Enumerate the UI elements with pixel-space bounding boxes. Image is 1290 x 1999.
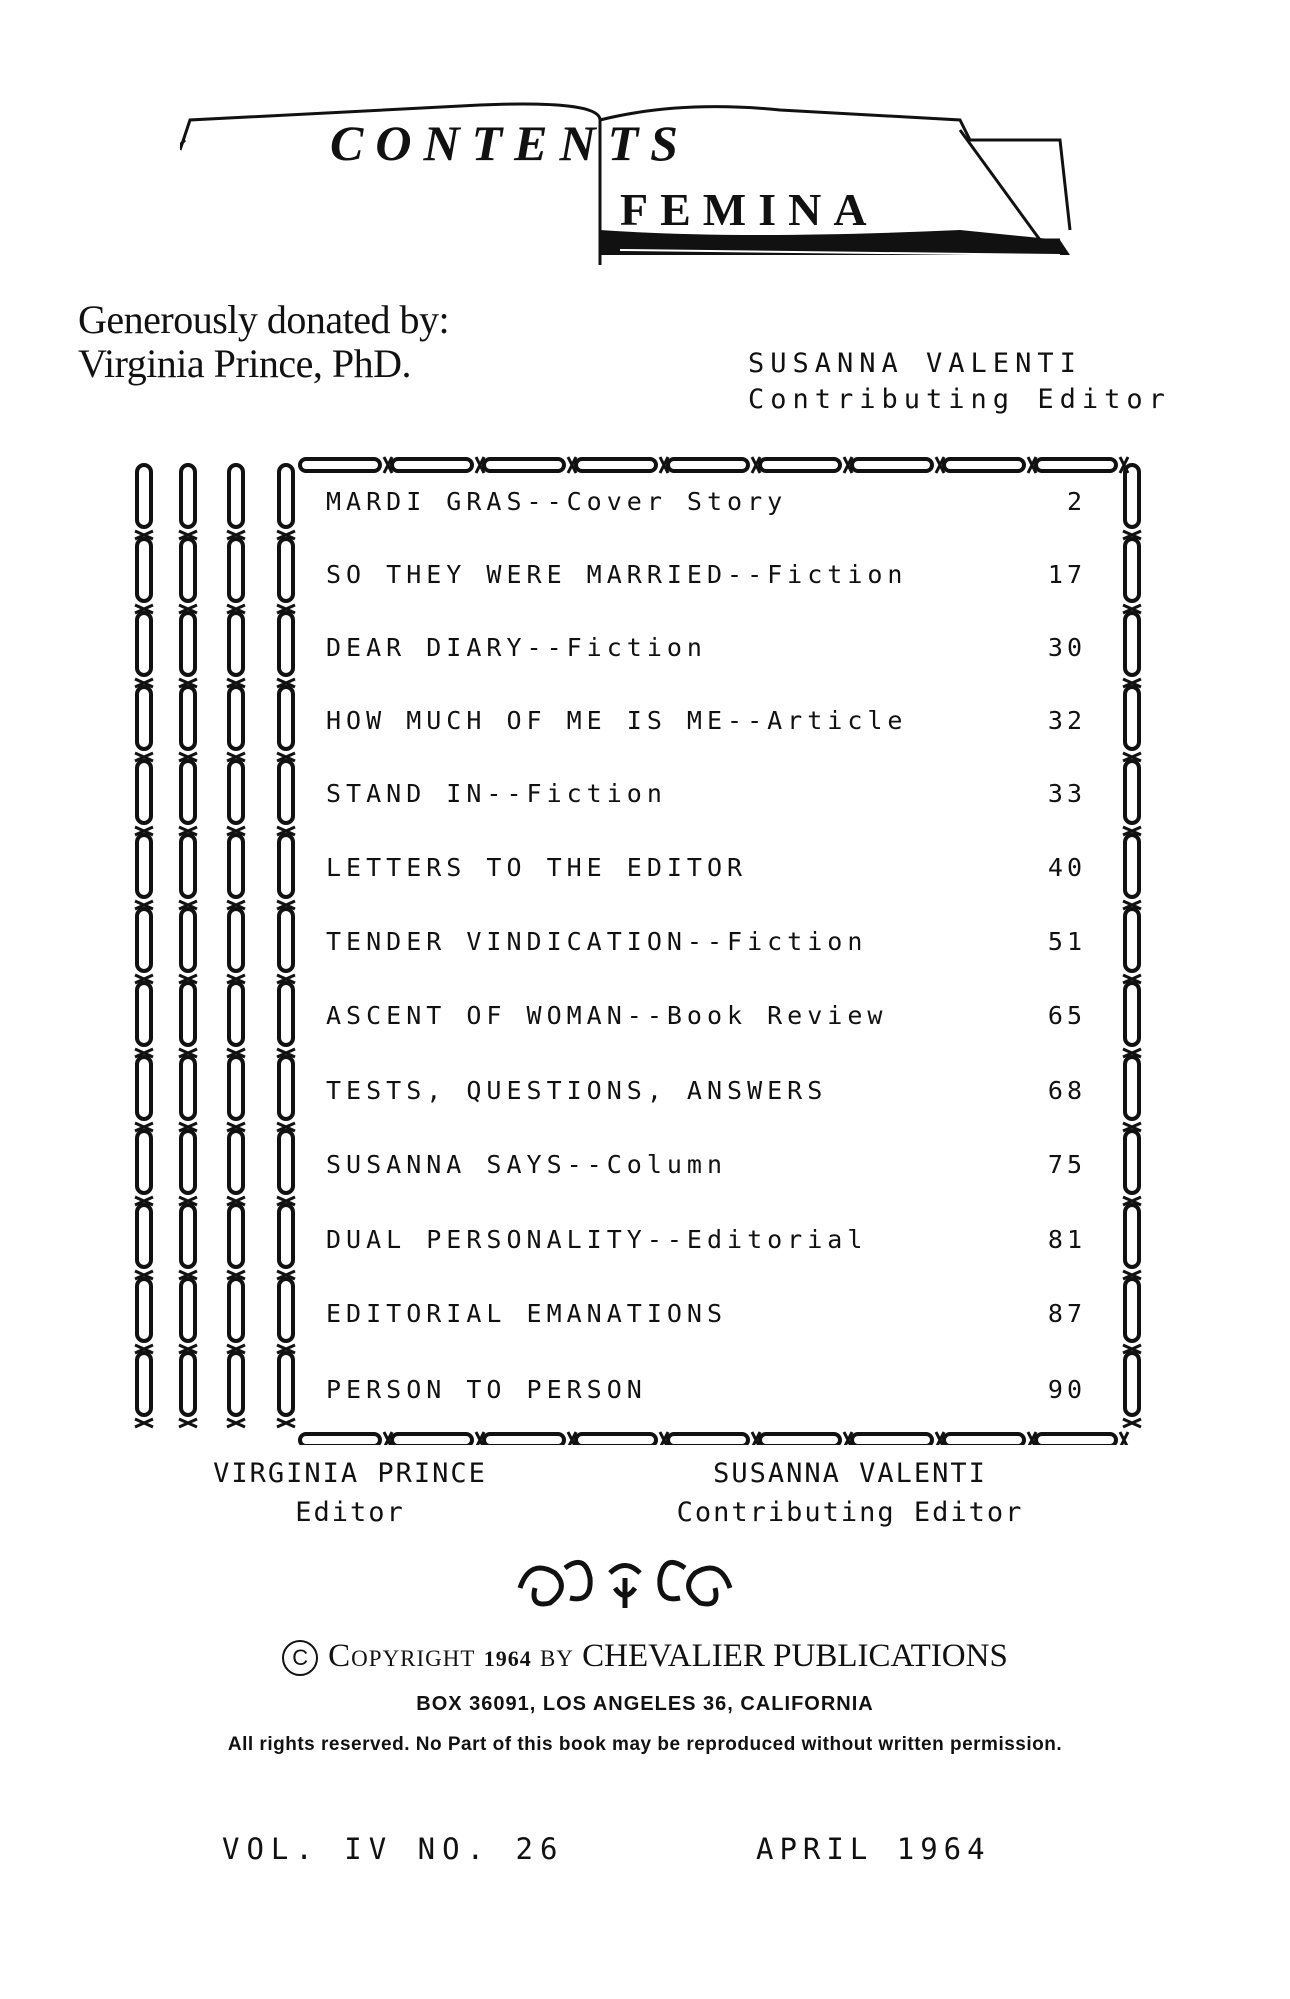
chain-link [179, 835, 197, 909]
chain-link [135, 835, 153, 909]
chain-link [1123, 1205, 1141, 1279]
chain-link [227, 613, 245, 687]
chain-link [135, 1131, 153, 1205]
chain-link [135, 539, 153, 613]
chain-link [852, 1432, 944, 1445]
chain-link [277, 761, 295, 835]
toc-title: EDITORIAL EMANATIONS [326, 1299, 728, 1328]
copyright-word: Copyright [328, 1638, 476, 1674]
chain-link [277, 1353, 295, 1427]
toc-page-number: 90 [1047, 1375, 1086, 1404]
chain-link [277, 909, 295, 983]
chain-link [179, 465, 197, 539]
chain-link [135, 983, 153, 1057]
chain-link [300, 1432, 392, 1445]
copyright-year: 1964 [483, 1646, 532, 1671]
chain-link [277, 613, 295, 687]
publisher-address: BOX 36091, LOS ANGELES 36, CALIFORNIA [416, 1693, 874, 1715]
chain-link [392, 457, 484, 473]
chain-link [1123, 1057, 1141, 1131]
toc-page-number: 17 [1047, 560, 1086, 589]
open-book-banner-icon [180, 100, 1080, 300]
chain-link [392, 1432, 484, 1445]
toc-title: TESTS, QUESTIONS, ANSWERS [326, 1076, 828, 1105]
chain-link [484, 1432, 576, 1445]
chain-link [227, 1205, 245, 1279]
chain-link [179, 539, 197, 613]
chain-link [179, 1279, 197, 1353]
chain-link [227, 761, 245, 835]
chain-link [1123, 983, 1141, 1057]
chain-link [576, 1432, 668, 1445]
chain-link [852, 457, 944, 473]
toc-title: DUAL PERSONALITY--Editorial [326, 1225, 868, 1254]
chain-link [277, 983, 295, 1057]
chain-link [135, 761, 153, 835]
toc-row [326, 1076, 1096, 1116]
chain-link [1123, 761, 1141, 835]
chain-link [1036, 457, 1128, 473]
chain-link [1123, 465, 1141, 539]
toc-title: MARDI GRAS--Cover Story [326, 487, 788, 516]
chain-link [227, 909, 245, 983]
toc-row [326, 1375, 1096, 1415]
toc-page-number: 68 [1047, 1076, 1086, 1105]
chain-link [227, 687, 245, 761]
toc-title: HOW MUCH OF ME IS ME--Article [326, 706, 908, 735]
chain-link [1123, 613, 1141, 687]
toc-page-number: 33 [1047, 779, 1086, 808]
fleuron-ornament-icon [510, 1548, 740, 1616]
chain-link [277, 1205, 295, 1279]
chain-link [1123, 539, 1141, 613]
chain-link [668, 1432, 760, 1445]
copyright-by: by [539, 1638, 574, 1674]
chain-link [227, 835, 245, 909]
chain-link [1123, 1353, 1141, 1427]
chain-link [227, 1279, 245, 1353]
toc-title: SUSANNA SAYS--Column [326, 1150, 728, 1179]
copyright-line [0, 1638, 1290, 1676]
contributing-editor-name: SUSANNA VALENTI [713, 1458, 987, 1489]
donor-line-2: Virginia Prince, PhD. [78, 341, 411, 386]
chain-link [668, 457, 760, 473]
chain-link [179, 1057, 197, 1131]
toc-page-number: 51 [1047, 927, 1086, 956]
publisher-name: CHEVALIER PUBLICATIONS [582, 1638, 1008, 1674]
toc-row [326, 560, 1096, 600]
chain-link [179, 1131, 197, 1205]
toc-title: SO THEY WERE MARRIED--Fiction [326, 560, 908, 589]
chain-link [760, 1432, 852, 1445]
toc-row [326, 927, 1096, 967]
toc-page-number: 65 [1047, 1001, 1086, 1030]
toc-row [326, 1150, 1096, 1190]
toc-page-number: 87 [1047, 1299, 1086, 1328]
chain-link [227, 465, 245, 539]
chain-link [1123, 1131, 1141, 1205]
chain-link [135, 465, 153, 539]
toc-page-number: 81 [1047, 1225, 1086, 1254]
toc-page-number: 2 [1066, 487, 1086, 516]
chain-link [277, 465, 295, 539]
editor-name: VIRGINIA PRINCE [213, 1458, 487, 1489]
chain-link [135, 687, 153, 761]
toc-row [326, 487, 1096, 527]
top-editor-role: Contributing Editor [748, 384, 1171, 415]
chain-link [277, 1131, 295, 1205]
toc-row [326, 706, 1096, 746]
chain-link [944, 1432, 1036, 1445]
toc-page-number: 30 [1047, 633, 1086, 662]
chain-link [135, 909, 153, 983]
toc-page-number: 75 [1047, 1150, 1086, 1179]
toc-row [326, 779, 1096, 819]
chain-link [135, 1353, 153, 1427]
volume-number: VOL. IV NO. 26 [222, 1832, 565, 1866]
copyright-symbol-icon: C [282, 1640, 318, 1676]
toc-title: ASCENT OF WOMAN--Book Review [326, 1001, 888, 1030]
chain-link [1123, 835, 1141, 909]
toc-row [326, 1299, 1096, 1339]
toc-page-number: 40 [1047, 853, 1086, 882]
chain-link [1123, 1279, 1141, 1353]
chain-link [1123, 687, 1141, 761]
toc-title: TENDER VINDICATION--Fiction [326, 927, 868, 956]
toc-row [326, 633, 1096, 673]
toc-row [326, 1225, 1096, 1265]
chain-link [179, 761, 197, 835]
chain-link [179, 1205, 197, 1279]
toc-title: LETTERS TO THE EDITOR [326, 853, 748, 882]
chain-link [277, 1279, 295, 1353]
chain-link [300, 457, 392, 473]
chain-link [576, 457, 668, 473]
chain-link [227, 1057, 245, 1131]
toc-page-number: 32 [1047, 706, 1086, 735]
chain-link [227, 1131, 245, 1205]
chain-link [1123, 909, 1141, 983]
toc-row [326, 1001, 1096, 1041]
chain-link [944, 457, 1036, 473]
chain-link [135, 1057, 153, 1131]
issue-date: APRIL 1964 [756, 1832, 991, 1866]
chain-link [1036, 1432, 1128, 1445]
toc-title: DEAR DIARY--Fiction [326, 633, 707, 662]
chain-link [135, 613, 153, 687]
rights-notice: All rights reserved. No Part of this book may be reproduced without written permission. [227, 1734, 1063, 1755]
chain-link [227, 1353, 245, 1427]
top-editor-name: SUSANNA VALENTI [748, 348, 1082, 379]
chain-link [227, 539, 245, 613]
chain-link [135, 1279, 153, 1353]
chain-link [277, 835, 295, 909]
chain-link [179, 687, 197, 761]
banner-line-2: FEMINA [620, 184, 879, 235]
chain-link [135, 1205, 153, 1279]
toc-row [326, 853, 1096, 893]
toc-title: PERSON TO PERSON [326, 1375, 647, 1404]
chain-link [277, 539, 295, 613]
chain-link [760, 457, 852, 473]
chain-link [277, 687, 295, 761]
toc-title: STAND IN--Fiction [326, 779, 667, 808]
banner-line-1: CONTENTS [330, 115, 690, 171]
chain-link [484, 457, 576, 473]
contributing-editor-role: Contributing Editor [676, 1497, 1024, 1528]
chain-link [179, 613, 197, 687]
chain-link [179, 1353, 197, 1427]
editor-role: Editor [295, 1497, 405, 1528]
donor-line-1: Generously donated by: [78, 297, 450, 342]
chain-link [277, 1057, 295, 1131]
chain-link [227, 983, 245, 1057]
chain-link [179, 983, 197, 1057]
chain-link [179, 909, 197, 983]
